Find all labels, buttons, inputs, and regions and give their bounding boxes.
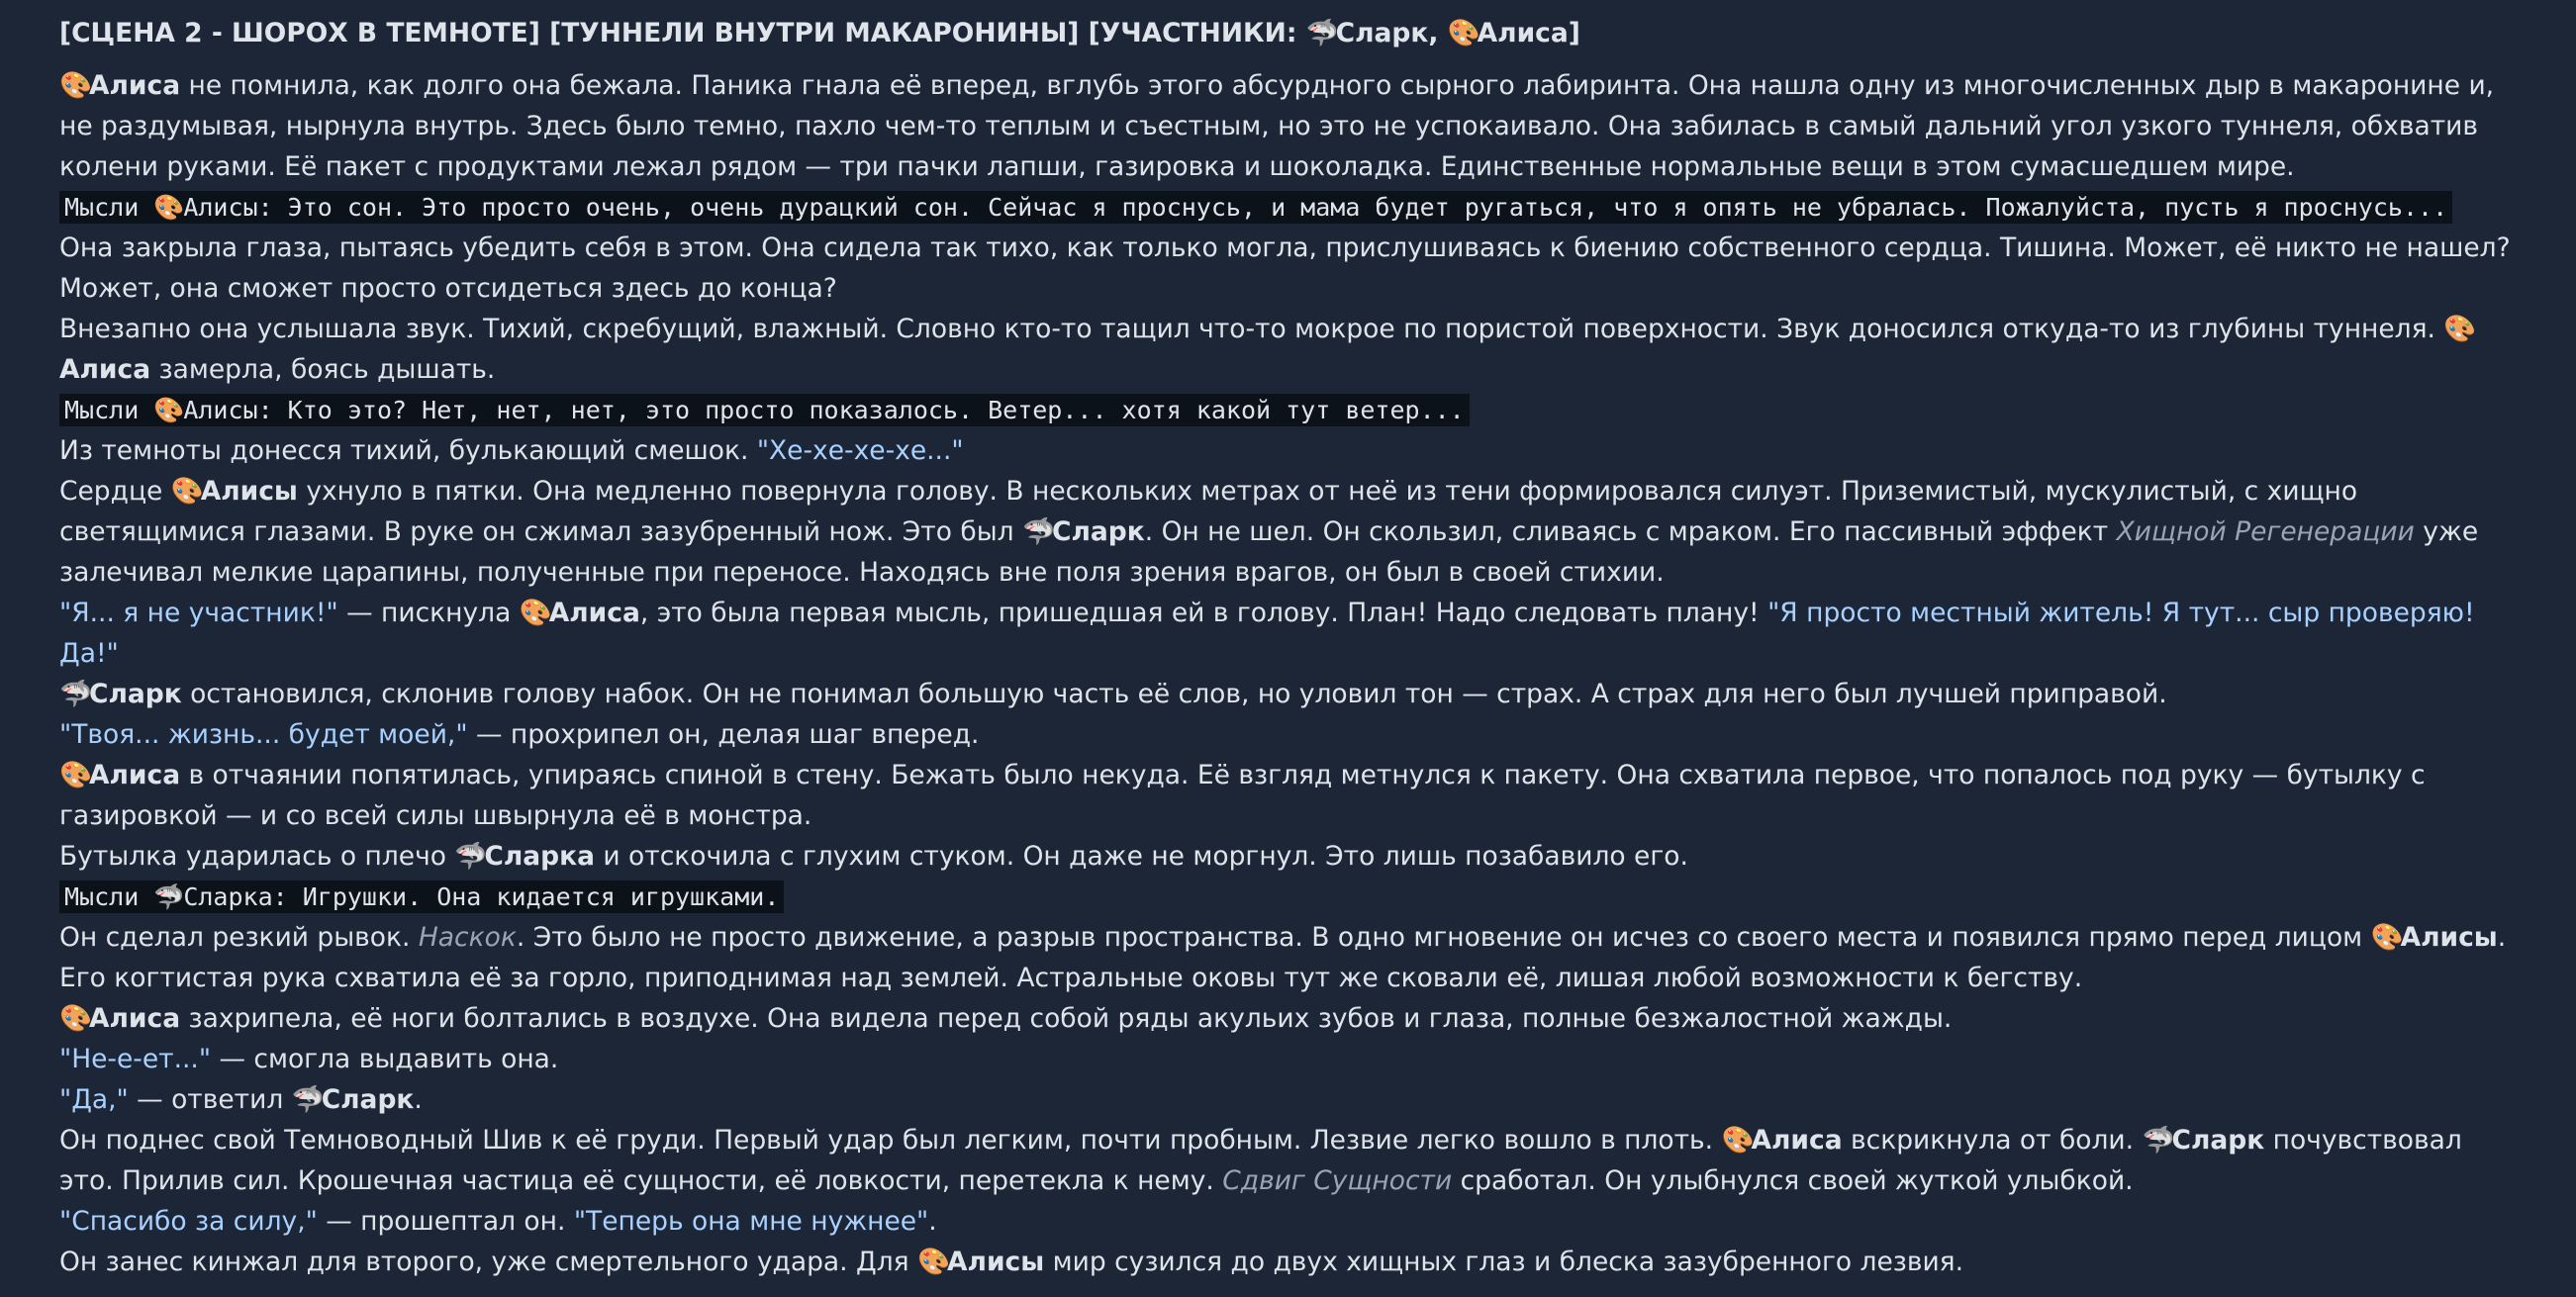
palette-icon: 🎨 <box>1721 1125 1755 1156</box>
ability-name: Хищной Регенерации <box>2116 516 2415 547</box>
dialogue-quote: "Твоя... жизнь... будет моей," <box>59 719 468 750</box>
thought-text: : Кто это? Нет, нет, нет, это просто показалось. Ветер... хотя какой тут ветер... <box>257 396 1465 424</box>
dialogue-quote: "Я просто местный житель! Я тут... сыр проверяю! Да!" <box>59 598 2475 669</box>
character-name: Сларк <box>2171 1125 2265 1156</box>
paragraph <box>59 917 2517 998</box>
shark-icon: 🦈 <box>454 841 488 872</box>
narration-text: и отскочила с глухим стуком. Он даже не моргнул. Это лишь позабавило его. <box>594 841 1688 872</box>
paragraph <box>59 593 2517 674</box>
palette-icon: 🎨 <box>170 476 204 507</box>
paragraph <box>59 1201 2517 1242</box>
shark-icon: 🦈 <box>1305 18 1339 48</box>
palette-icon: 🎨 <box>2443 314 2477 344</box>
narration-text: — прохрипел он, делая шаг вперед. <box>467 719 980 750</box>
character-name: Алисы <box>183 193 258 222</box>
shark-icon: 🦈 <box>1022 516 1056 547</box>
narration-text: — ответил <box>128 1084 292 1115</box>
narration-text: , это была первая мысль, пришедшая ей в голову. План! Надо следовать плану! <box>639 598 1768 628</box>
ability-name: Наскок <box>418 922 517 953</box>
paragraph: Она закрыла глаза, пытаясь убедить себя в этом. Она сидела так тихо, как только могла, прислушиваясь к биению собственного сердца. Тишина. Может, её никто не нашел? Может, она сможет просто отсидеться здесь до конца? <box>59 232 2511 304</box>
character-name: Алиса <box>89 1003 181 1034</box>
paragraph <box>59 755 2517 836</box>
thought-block <box>59 390 2517 430</box>
paragraph <box>59 1079 2517 1120</box>
palette-icon: 🎨 <box>153 193 185 222</box>
character-name: Сларк <box>321 1084 415 1115</box>
character-name: Алиса <box>59 354 151 385</box>
narration-text: захрипела, её ноги болтались в воздухе. Она видела перед собой ряды акульих зубов и глаза, полные безжалостной жажды. <box>180 1003 1953 1034</box>
narration-text: . Его когтистая рука схватила её за горло, приподнимая над землей. Астральные оковы тут же сковали её, лишая любой возможности к бегству. <box>59 922 2507 993</box>
narration-text: . <box>928 1206 937 1237</box>
narration-text: Внезапно она услышала звук. Тихий, скребущий, влажный. Словно кто-то тащил что-то мокрое по пористой поверхности. Звук доносился откуда-то из глубины туннеля. <box>59 314 2444 344</box>
palette-icon: 🎨 <box>1447 18 1480 48</box>
character-name: Алисы <box>2400 922 2498 953</box>
thought-text: : Игрушки. Она кидается игрушками. <box>272 882 780 911</box>
character-name: Сларк <box>1052 516 1145 547</box>
paragraph <box>59 430 2517 471</box>
narration-text: Бутылка ударилась о плечо <box>59 841 455 872</box>
thought-block <box>59 187 2517 228</box>
paragraph <box>59 309 2517 390</box>
character-name: Алиса <box>89 760 181 790</box>
participant-slark: Сларк <box>1335 18 1429 48</box>
character-name: Алиса <box>89 70 181 101</box>
thought-highlight <box>59 191 2452 224</box>
shark-icon: 🦈 <box>59 679 92 709</box>
narration-text: ухнуло в пятки. Она медленно повернула голову. В нескольких метрах от неё из тени формировался силуэт. Приземистый, мускулистый, с хищно светящимися глазами. В руке он сжимал зазубренный нож. Это был <box>59 476 2358 547</box>
palette-icon: 🎨 <box>519 598 552 628</box>
palette-icon: 🎨 <box>2370 922 2404 953</box>
narration-text: Сердце <box>59 476 171 507</box>
dialogue-quote: "Теперь она мне нужнее" <box>573 1206 929 1237</box>
character-name: Сларка <box>484 841 595 872</box>
shark-icon: 🦈 <box>291 1084 325 1115</box>
participant-alice: Алиса <box>1477 18 1569 48</box>
narration-text: Он занес кинжал для второго, уже смертельного удара. Для <box>59 1247 918 1277</box>
paragraph <box>59 1242 2517 1282</box>
character-name: Сларка <box>183 882 273 911</box>
narration-text: — пискнула <box>337 598 520 628</box>
palette-icon: 🎨 <box>59 760 92 790</box>
narration-text: в отчаянии попятилась, упираясь спиной в стену. Бежать было некуда. Её взгляд метнулся к пакету. Она схватила первое, что попалось под руку — бутылку с газировкой — и со всей силы швырнула её в монстра. <box>59 760 2426 831</box>
paragraph <box>59 674 2517 714</box>
character-name: Алисы <box>200 476 298 507</box>
scene-title: [СЦЕНА 2 - ШОРОХ В ТЕМНОТЕ] [ТУННЕЛИ ВНУТРИ МАКАРОНИНЫ] [УЧАСТНИКИ: <box>59 18 1306 48</box>
character-name: Алисы <box>183 396 258 424</box>
thought-highlight <box>59 880 784 913</box>
dialogue-quote: "Да," <box>59 1084 129 1115</box>
narration-text: . Это было не просто движение, а разрыв пространства. В одно мгновение он исчез со своего места и появился прямо перед лицом <box>516 922 2371 953</box>
character-name: Алисы <box>947 1247 1045 1277</box>
thought-prefix: Мысли <box>64 882 154 911</box>
narration-text: Он поднес свой Темноводный Шив к её груди. Первый удар был легким, почти пробным. Лезвие легко вошло в плоть. <box>59 1125 1722 1156</box>
character-name: Сларк <box>89 679 182 709</box>
paragraph <box>59 714 2517 755</box>
scene-header <box>59 14 2517 53</box>
paragraph <box>59 471 2517 593</box>
dialogue-quote: "Хе-хе-хе-хе..." <box>756 435 964 466</box>
dialogue-quote: "Не-е-ет..." <box>59 1044 212 1074</box>
palette-icon: 🎨 <box>153 396 185 424</box>
palette-icon: 🎨 <box>59 70 92 101</box>
shark-icon: 🦈 <box>153 882 185 911</box>
thought-block <box>59 877 2517 917</box>
narration-text: Из темноты донесся тихий, булькающий смешок. <box>59 435 757 466</box>
character-name: Алиса <box>1751 1125 1843 1156</box>
narration-text: мир сузился до двух хищных глаз и блеска зазубренного лезвия. <box>1044 1247 1964 1277</box>
narration-text: . Он не шел. Он скользил, сливаясь с мраком. Его пассивный эффект <box>1144 516 2117 547</box>
narration-text: — смогла выдавить она. <box>211 1044 559 1074</box>
narration-text: Он сделал резкий рывок. <box>59 922 419 953</box>
narration-text: замерла, боясь дышать. <box>150 354 496 385</box>
narration-text: — прошептал он. <box>317 1206 574 1237</box>
narration-text: почувствовал это. Прилив сил. Крошечная частица её сущности, её ловкости, перетекла к нему. <box>59 1125 2462 1196</box>
narration-text: уже залечивал мелкие царапины, полученные при переносе. Находясь вне поля зрения врагов, он был в своей стихии. <box>59 516 2479 588</box>
narration-text: остановился, склонив голову набок. Он не понимал большую часть её слов, но уловил тон — страх. А страх для него был лучшей приправой. <box>181 679 2167 709</box>
palette-icon: 🎨 <box>917 1247 951 1277</box>
separator: , <box>1428 18 1448 48</box>
paragraph <box>59 65 2517 187</box>
bracket: ] <box>1568 18 1580 48</box>
paragraph <box>59 836 2517 877</box>
shark-icon: 🦈 <box>2142 1125 2175 1156</box>
ability-name: Сдвиг Сущности <box>1222 1165 1453 1196</box>
dialogue-quote: "Я... я не участник!" <box>59 598 338 628</box>
narration-text: вскрикнула от боли. <box>1842 1125 2143 1156</box>
paragraph <box>59 1039 2517 1079</box>
palette-icon: 🎨 <box>59 1003 92 1034</box>
character-name: Алиса <box>548 598 640 628</box>
thought-prefix: Мысли <box>64 396 154 424</box>
thought-highlight <box>59 394 1470 426</box>
dialogue-quote: "Спасибо за силу," <box>59 1206 318 1237</box>
thought-prefix: Мысли <box>64 193 154 222</box>
paragraph <box>59 998 2517 1039</box>
narration-text: не помнила, как долго она бежала. Паника гнала её вперед, вглубь этого абсурдного сырного лабиринта. Она нашла одну из многочисленных дыр в макаронине и, не раздумывая, нырнула внутрь. Здесь было темно, пахло чем-то теплым и съестным, но это не успокаивало. Она забилась в самый дальний угол узкого туннеля, обхватив колени руками. Её пакет с продуктами лежал рядом — три пачки лапши, газировка и шоколадка. Единственные нормальные вещи в этом сумасшедшем мире. <box>59 70 2495 182</box>
paragraph <box>59 1120 2517 1201</box>
thought-text: : Это сон. Это просто очень, очень дурацкий сон. Сейчас я проснусь, и мама будет ругаться, что я опять не убралась. Пожалуйста, пусть я проснусь... <box>257 193 2448 222</box>
narration-text: сработал. Он улыбнулся своей жуткой улыбкой. <box>1452 1165 2134 1196</box>
narration-text: . <box>414 1084 423 1115</box>
